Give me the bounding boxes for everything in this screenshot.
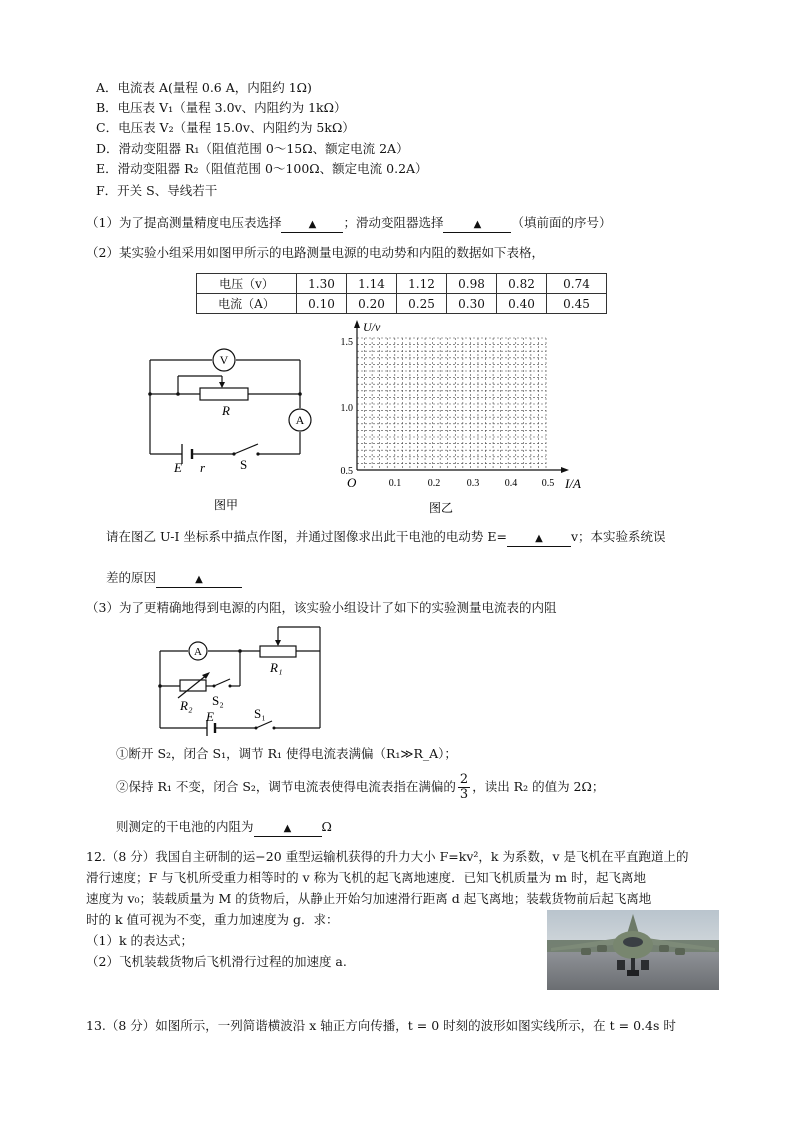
q12-sub-2: （2）飞机装载货物后飞机滑行过程的加速度 a. (86, 954, 347, 969)
y-axis-arrow (354, 320, 360, 328)
answer-mark: ▲ (308, 219, 317, 230)
q12-line-2: 滑行速度；F 与飞机所受重力相等时的 v 称为飞机的起飞离地速度．已知飞机质量为 m 时，起飞离地 (86, 870, 646, 885)
figure-b-caption: 图乙 (428, 501, 454, 515)
q3-result (116, 818, 332, 837)
q1-text-3: （填前面的序号） (511, 215, 612, 230)
table-cell: 0.82 (497, 274, 547, 294)
circuit-diagram-a (140, 342, 325, 512)
answer-mark: ▲ (473, 219, 482, 230)
x-tick-label: 0.1 (388, 478, 402, 489)
table-cell: 1.12 (397, 274, 447, 294)
y-tick-label: 0.5 (340, 466, 353, 477)
fraction-denominator: 3 (459, 787, 469, 802)
equipment-item-e: E．滑动变阻器 R₂（阻值范围 0～100Ω、额定电流 0.2A） (96, 161, 428, 176)
question-1 (86, 214, 612, 233)
x-tick-label: 0.5 (541, 478, 555, 489)
data-table (196, 273, 607, 314)
answer-mark: ▲ (195, 574, 203, 585)
x-axis-arrow (561, 467, 569, 473)
equipment-item-a: A．电流表 A(量程 0.6 A，内阻约 1Ω) (96, 80, 312, 95)
s1-label: S₁ (254, 706, 266, 721)
graph-grid (357, 338, 546, 470)
x-axis-label: I/A (565, 476, 581, 491)
figure-a-caption: 图甲 (213, 498, 239, 512)
table-cell: 0.40 (497, 294, 547, 314)
answer-mark: ▲ (535, 533, 543, 544)
x-tick-label: 0.4 (504, 478, 518, 489)
y-tick-label: 1.5 (340, 337, 353, 348)
table-cell: 0.25 (397, 294, 447, 314)
table-cell: 1.30 (297, 274, 347, 294)
q1-text-1: （1）为了提高测量精度电压表选择 (86, 215, 282, 230)
equipment-item-b: B．电压表 V₁（量程 3.0v、内阻约为 1kΩ） (96, 100, 347, 115)
y-axis-label: U/v (363, 320, 381, 334)
table-cell: 0.30 (447, 294, 497, 314)
q3-step-2 (116, 768, 604, 806)
r2-label: R₂ (180, 698, 193, 713)
table-cell: 0.98 (447, 274, 497, 294)
q2-prompt-text-2: v；本实验系统误 (571, 529, 666, 544)
table-row-label: 电流（A） (197, 294, 297, 314)
q13-line-1: 13.（8 分）如图所示，一列简谐横波沿 x 轴正方向传播，t = 0 时刻的波形如图实线所示，在 t = 0.4s 时 (86, 1018, 676, 1033)
resistor-label: R (222, 403, 230, 418)
table-cell: 0.45 (547, 294, 607, 314)
equipment-item-c: C．电压表 V₂（量程 15.0v、内阻约为 5kΩ） (96, 120, 355, 135)
q12-line-4: 时的 k 值可视为不变，重力加速度为 g．求： (86, 912, 339, 927)
transport-aircraft-photo (547, 910, 719, 990)
origin-label: O (347, 475, 357, 490)
graph-axes (357, 324, 565, 470)
q3-result-text: 则测定的干电池的内阻为 (116, 819, 254, 834)
question-2-intro: （2）某实验小组采用如图甲所示的电路测量电源的电动势和内阻的数据如下表格， (86, 245, 544, 260)
table-cell: 0.10 (297, 294, 347, 314)
emf-label: E (206, 709, 214, 724)
q3-step-2-text-a: ②保持 R₁ 不变，闭合 S₂，调节电流表使得电流表指在满偏的 (116, 779, 456, 794)
fraction-numerator: 2 (459, 772, 469, 787)
table-row (197, 294, 607, 314)
circuit-diagram-b (150, 622, 335, 737)
switch-label: S (240, 457, 248, 472)
error-reason-answer-blank[interactable] (156, 571, 242, 588)
question-2-prompt (106, 528, 666, 547)
s2-label: S₂ (212, 693, 224, 708)
y-tick-label: 1.0 (340, 403, 353, 414)
voltmeter-label: V (219, 353, 229, 367)
question-2-error-line (106, 569, 242, 588)
table-row (197, 274, 607, 294)
table-row-label: 电压（v） (197, 274, 297, 294)
q1-text-2: ；滑动变阻器选择 (343, 215, 444, 230)
q2-prompt-text-1: 请在图乙 U-I 坐标系中描点作图，并通过图像求出此干电池的电动势 E= (106, 529, 507, 544)
q1-answer-blank-1[interactable] (281, 216, 343, 233)
question-3-intro: （3）为了更精确地得到电源的内阻，该实验小组设计了如下的实验测量电流表的内阻 (86, 600, 557, 615)
x-tick-label: 0.2 (427, 478, 441, 489)
q12-line-3: 速度为 v₀；装载质量为 M 的货物后，从静止开始匀加速滑行距离 d 起飞离地；装载货物前后起飞离地 (86, 891, 652, 906)
r1-label: R₁ (270, 660, 283, 675)
u-i-graph[interactable] (333, 318, 593, 518)
q3-step-2-text-b: ，读出 R₂ 的值为 2Ω； (472, 779, 605, 794)
internal-resistance-answer-blank[interactable] (254, 820, 322, 837)
q12-line-1: 12.（8 分）我国自主研制的运−20 重型运输机获得的升力大小 F=kv²，k 为系数，v 是飞机在平直跑道上的 (86, 849, 689, 864)
ammeter-label: A (194, 646, 202, 658)
internal-resistance-label: r (200, 460, 206, 475)
table-cell: 0.74 (547, 274, 607, 294)
q1-answer-blank-2[interactable] (443, 216, 511, 233)
q3-step-1: ①断开 S₂，闭合 S₁，调节 R₁ 使得电流表满偏（R₁≫R_A）； (116, 746, 457, 761)
equipment-item-f: F．开关 S、导线若干 (96, 183, 218, 198)
answer-mark: ▲ (283, 823, 292, 834)
equipment-item-d: D．滑动变阻器 R₁（阻值范围 0～15Ω、额定电流 2A） (96, 141, 409, 156)
table-cell: 1.14 (347, 274, 397, 294)
q3-result-unit: Ω (321, 819, 332, 834)
q12-sub-1: （1）k 的表达式； (86, 933, 194, 948)
two-thirds-fraction (458, 773, 470, 802)
q2-error-text: 差的原因 (106, 570, 157, 585)
emf-answer-blank[interactable] (507, 530, 571, 547)
ammeter-label: A (295, 413, 305, 427)
x-tick-label: 0.3 (466, 478, 480, 489)
emf-label: E (174, 460, 182, 475)
table-cell: 0.20 (347, 294, 397, 314)
